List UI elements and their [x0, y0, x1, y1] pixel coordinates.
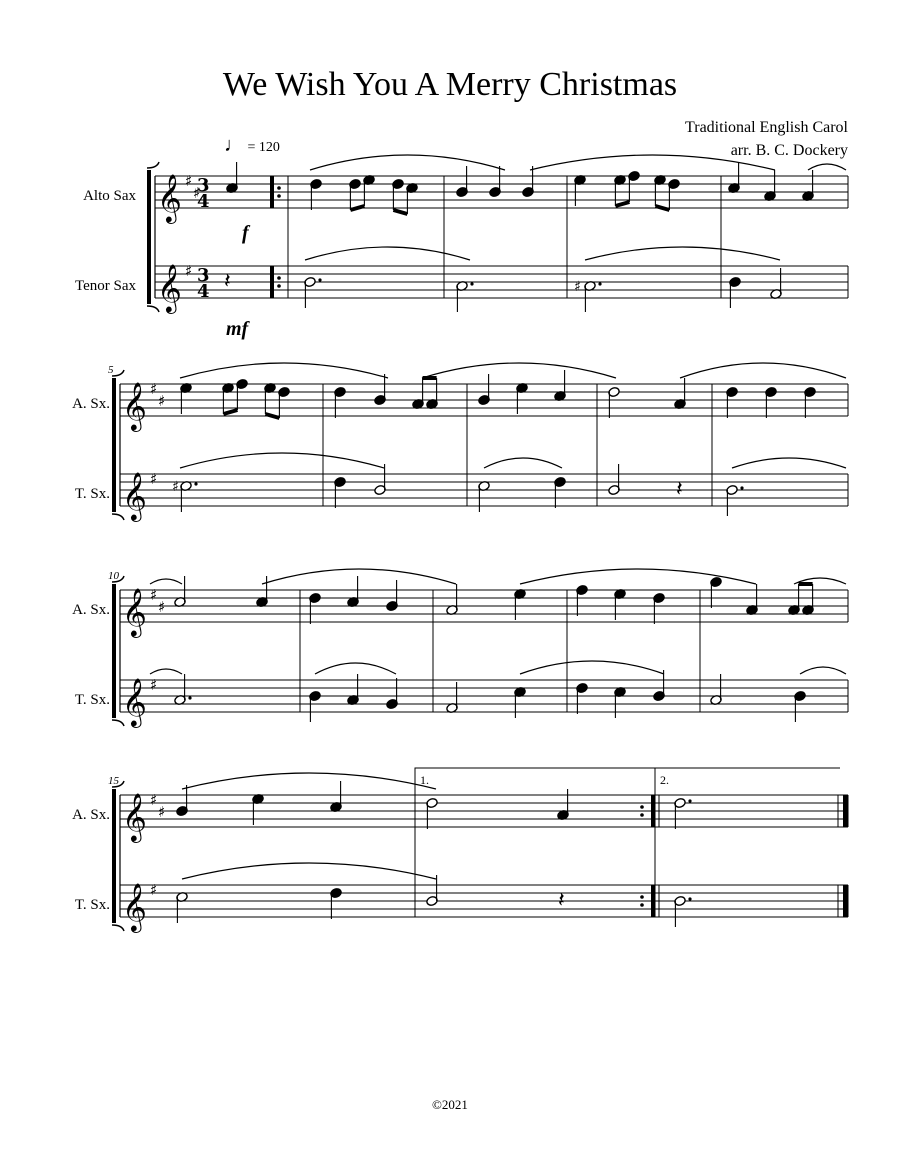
- instrument-label-tenor-short: T. Sx.: [74, 692, 110, 708]
- repeat-thick-bar: [270, 176, 274, 208]
- sharp-icon: ♯: [150, 380, 158, 398]
- dot: [688, 897, 691, 900]
- volta-first-ending: 1.: [420, 773, 429, 787]
- sharp-icon: ♯: [193, 184, 201, 202]
- slur: [484, 458, 562, 468]
- dot: [598, 282, 601, 285]
- time-signature-beats: 3: [197, 265, 210, 286]
- dot: [188, 696, 191, 699]
- slur: [800, 667, 846, 674]
- arranger-credit: arr. B. C. Dockery: [730, 142, 848, 159]
- instrument-label-alto-short: A. Sx.: [72, 396, 110, 412]
- slur: [150, 579, 182, 584]
- volta-bracket: [655, 768, 840, 795]
- treble-clef-icon: 𝄞: [157, 263, 182, 312]
- repeat-dot: [277, 276, 281, 280]
- slur: [520, 661, 664, 674]
- slur: [180, 453, 384, 468]
- repeat-thick-bar: [270, 266, 274, 298]
- dynamic-mezzo-forte: mf: [226, 318, 249, 340]
- repeat-dot: [277, 186, 281, 190]
- repeat-dot: [640, 805, 644, 809]
- treble-clef-icon: 𝄞: [157, 173, 182, 222]
- time-signature-beat-type: 4: [197, 281, 210, 302]
- beam: [615, 202, 629, 206]
- treble-clef-icon: 𝄞: [122, 792, 147, 841]
- final-barline: [843, 795, 848, 827]
- score-title: We Wish You A Merry Christmas: [222, 66, 678, 103]
- time-signature-beat-type: 4: [197, 191, 210, 212]
- treble-clef-icon: 𝄞: [122, 587, 147, 636]
- slur: [180, 363, 388, 378]
- treble-clef-icon: 𝄞: [122, 677, 147, 726]
- slur: [585, 247, 780, 260]
- instrument-label-alto-short: A. Sx.: [72, 602, 110, 618]
- slur: [808, 164, 846, 170]
- accidental-sharp-icon: ♯: [574, 279, 581, 295]
- slur: [732, 458, 846, 468]
- sharp-icon: ♯: [150, 470, 158, 488]
- treble-clef-icon: 𝄞: [122, 381, 147, 430]
- sharp-icon: ♯: [158, 598, 166, 616]
- bracket-top: [112, 370, 124, 376]
- slur: [182, 773, 436, 789]
- repeat-dot: [640, 895, 644, 899]
- sharp-icon: ♯: [150, 586, 158, 604]
- repeat-dot: [277, 284, 281, 288]
- instrument-label-tenor: Tenor Sax: [74, 278, 136, 294]
- dot: [740, 486, 743, 489]
- instrument-label-alto: Alto Sax: [83, 188, 136, 204]
- measure-number: 10: [108, 570, 119, 582]
- tempo-text: = 120: [247, 140, 280, 155]
- sharp-icon: ♯: [150, 881, 158, 899]
- beam: [265, 414, 279, 418]
- quarter-rest-icon: 𝄽: [676, 477, 683, 502]
- volta-bracket: [415, 768, 655, 795]
- dot: [194, 482, 197, 485]
- accidental-sharp-icon: ♯: [172, 479, 179, 495]
- dynamic-forte: f: [242, 222, 249, 244]
- slur: [315, 663, 396, 674]
- treble-clef-icon: 𝄞: [122, 471, 147, 520]
- slur: [305, 247, 470, 260]
- dot: [688, 799, 691, 802]
- repeat-dot: [640, 813, 644, 817]
- dot: [318, 278, 321, 281]
- instrument-label-alto-short: A. Sx.: [72, 807, 110, 823]
- beam: [223, 410, 237, 414]
- final-barline: [843, 885, 848, 917]
- dot: [470, 282, 473, 285]
- bracket-top: [147, 162, 159, 168]
- quarter-note-icon: ♩: [224, 134, 244, 156]
- slur: [680, 363, 846, 378]
- bracket-top: [112, 576, 124, 582]
- sharp-icon: ♯: [158, 392, 166, 410]
- slur: [182, 863, 436, 879]
- sharp-icon: ♯: [158, 803, 166, 821]
- beam: [350, 206, 364, 210]
- slur: [262, 569, 456, 584]
- repeat-thick-bar: [651, 795, 655, 827]
- sharp-icon: ♯: [185, 172, 193, 190]
- slur: [310, 155, 505, 170]
- volta-second-ending: 2.: [660, 773, 669, 787]
- instrument-label-tenor-short: T. Sx.: [74, 486, 110, 502]
- repeat-thick-bar: [651, 885, 655, 917]
- beam: [655, 206, 669, 210]
- sharp-icon: ♯: [150, 676, 158, 694]
- sharp-icon: ♯: [185, 262, 193, 280]
- instrument-label-tenor-short: T. Sx.: [74, 897, 110, 913]
- quarter-rest-icon: 𝄽: [224, 269, 231, 294]
- repeat-dot: [277, 194, 281, 198]
- treble-clef-icon: 𝄞: [122, 882, 147, 931]
- measure-number: 15: [108, 775, 119, 787]
- slur: [422, 363, 616, 378]
- bracket-top: [112, 781, 124, 787]
- copyright-notice: ©2021: [432, 1097, 468, 1112]
- time-signature-beats: 3: [197, 175, 210, 196]
- slur: [150, 669, 182, 674]
- sharp-icon: ♯: [150, 791, 158, 809]
- quarter-rest-icon: 𝄽: [558, 888, 565, 913]
- beam: [393, 210, 407, 214]
- repeat-dot: [640, 903, 644, 907]
- composer-credit: Traditional English Carol: [685, 119, 848, 136]
- measure-number: 5: [108, 364, 114, 376]
